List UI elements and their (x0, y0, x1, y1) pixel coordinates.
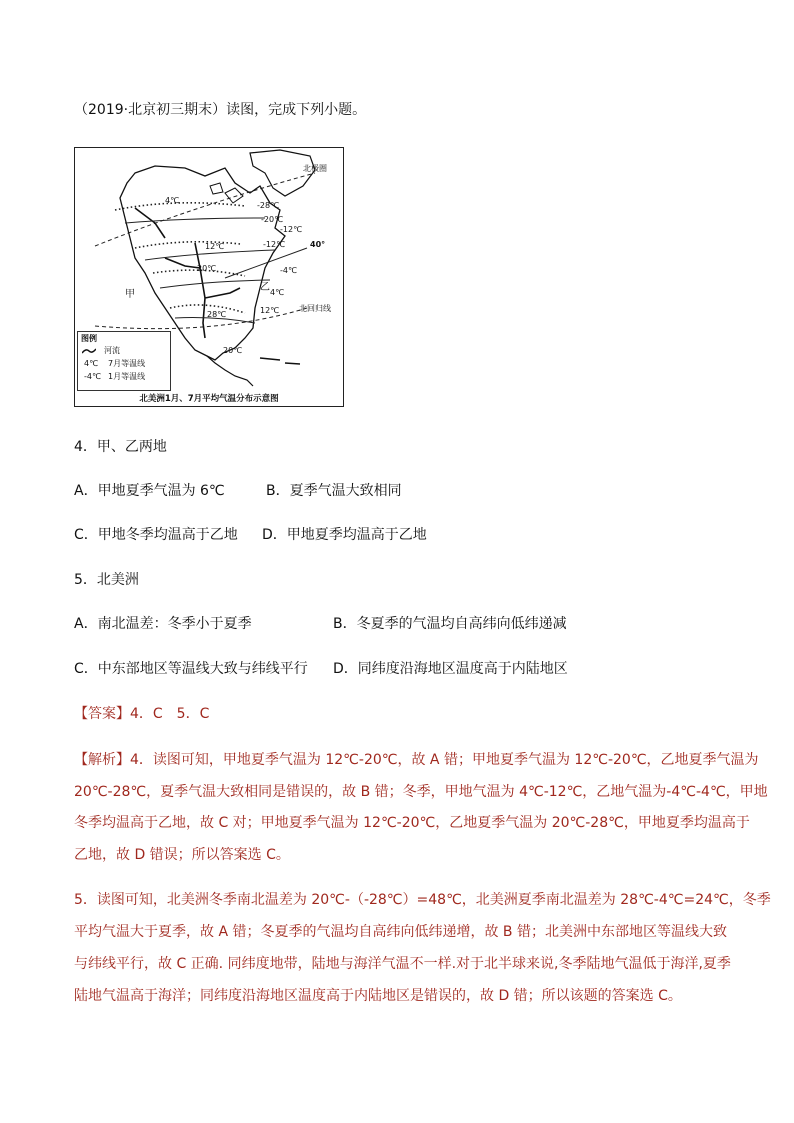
arctic-circle-label: 北极圈 (303, 164, 327, 173)
legend-july-label: 7月等温线 (108, 359, 146, 368)
north-america-temperature-map (74, 147, 344, 407)
legend-july-value: 4℃ (84, 359, 99, 368)
caribbean-islands (260, 358, 300, 364)
isotherm-label-m4: -4℃ (280, 266, 297, 275)
analysis-line-3: 冬季均温高于乙地，故 C 对；甲地夏季气温为 12℃-20℃，乙地夏季气温为 20℃-28℃，甲地夏季均温高于 (74, 815, 750, 831)
central-america-outline (207, 356, 253, 386)
isotherm-label-12: 12℃ (205, 242, 225, 251)
q5-option-d: D．同纬度沿海地区温度高于内陆地区 (333, 661, 568, 677)
analysis-tag: 【解析】 (74, 752, 130, 768)
yi-label: 乙 (260, 282, 270, 293)
isotherm-label-m12a: -12℃ (280, 225, 303, 234)
lat40-label: 40° (310, 240, 326, 249)
intro-text: （2019·北京初三期末）读图，完成下列小题。 (74, 102, 367, 118)
isotherm-label-m12b: -12℃ (263, 240, 286, 249)
q4-option-c: C．甲地冬季均温高于乙地 (74, 527, 238, 543)
arctic-circle-line (95, 173, 315, 246)
analysis-text-1: 4．读图可知，甲地夏季气温为 12℃-20℃，故 A 错；甲地夏季气温为 12℃-20℃，乙地夏季气温为 (130, 752, 759, 768)
q5-option-a: A．南北温差：冬季小于夏季 (74, 616, 252, 632)
isotherm-label-28: 28℃ (207, 310, 227, 319)
isotherm-label-m20: -20℃ (261, 215, 284, 224)
legend-river-label: 河流 (104, 346, 120, 355)
answer-text: 4．C 5．C (130, 706, 210, 722)
analysis-q5-line-2: 平均气温大于夏季，故 A 错；冬夏季的气温均自高纬向低纬递增，故 B 错；北美洲中东部地区等温线大致 (74, 924, 727, 940)
map-caption: 北美洲1月、7月平均气温分布示意图 (139, 394, 279, 404)
arctic-islands (210, 183, 243, 203)
isotherm-label-m28: -28℃ (257, 201, 280, 210)
analysis-line-1 (74, 750, 759, 770)
tropic-label: 北回归线 (299, 304, 331, 313)
q5-option-b: B．冬夏季的气温均自高纬向低纬递减 (333, 616, 567, 632)
isotherm-label-12b: 12℃ (260, 306, 280, 315)
isotherm-label-4b: 4℃ (270, 288, 285, 297)
q4-option-a: A．甲地夏季气温为 6℃ (74, 483, 225, 499)
q5-option-c: C．中东部地区等温线大致与纬线平行 (74, 661, 308, 677)
isotherm-label-20: 20℃ (197, 264, 217, 273)
q4-option-b: B．夏季气温大致相同 (266, 483, 402, 499)
isotherm-label-20b: 20℃ (223, 346, 243, 355)
answer-line (74, 704, 209, 724)
analysis-q5-line-4: 陆地气温高于海洋；同纬度沿海地区温度高于内陆地区是错误的，故 D 错；所以该题的答案选 C。 (74, 988, 682, 1004)
answer-tag: 【答案】 (74, 706, 130, 722)
analysis-line-2: 20℃-28℃，夏季气温大致相同是错误的，故 B 错；冬季，甲地气温为 4℃-12℃，乙地气温为-4℃-4℃，甲地 (74, 784, 768, 800)
analysis-q5-line-3: 与纬线平行，故 C 正确. 同纬度地带，陆地与海洋气温不一样.对于北半球来说,冬季陆地气温低于海洋,夏季 (74, 956, 731, 972)
q5-stem: 5．北美洲 (74, 572, 139, 588)
analysis-q5-line-1: 5．读图可知，北美洲冬季南北温差为 20℃-（-28℃）=48℃，北美洲夏季南北温差为 28℃-4℃=24℃，冬季 (74, 892, 771, 908)
analysis-line-4: 乙地，故 D 错误；所以答案选 C。 (74, 847, 290, 863)
map-legend (77, 331, 171, 391)
jia-label: 甲 (125, 289, 135, 300)
river-icon (82, 348, 96, 354)
legend-title: 图例 (81, 334, 97, 343)
legend-jan-value: -4℃ (84, 372, 101, 381)
legend-jan-label: 1月等温线 (108, 372, 146, 381)
q4-option-d: D．甲地夏季均温高于乙地 (262, 527, 427, 543)
q4-stem: 4．甲、乙两地 (74, 439, 167, 455)
isotherm-label-4a: 4℃ (165, 196, 180, 205)
